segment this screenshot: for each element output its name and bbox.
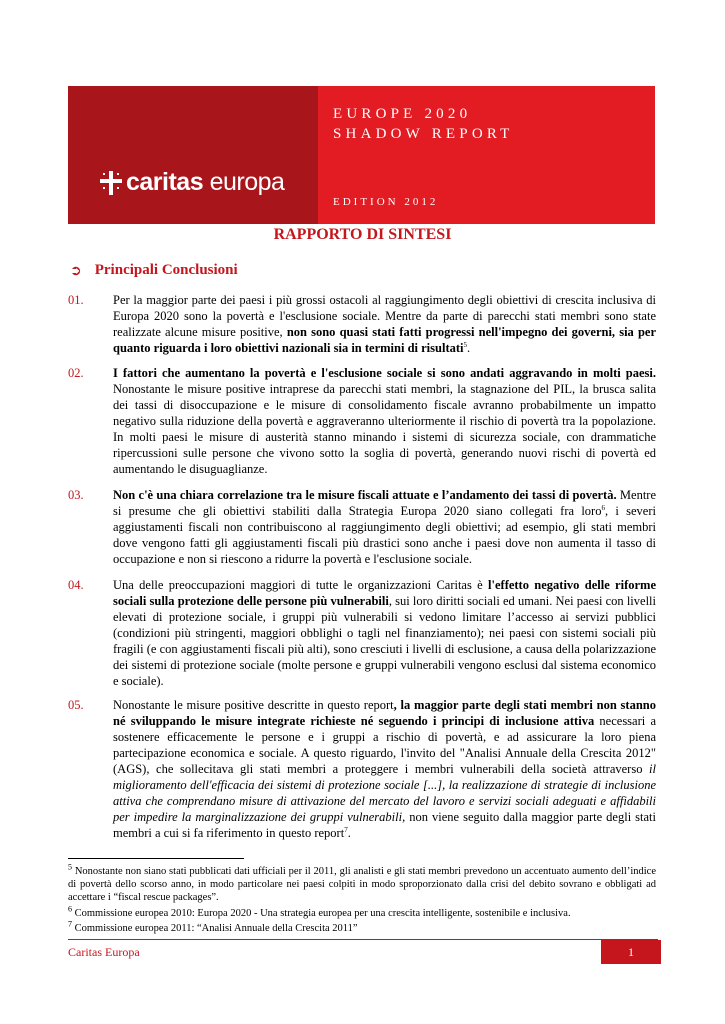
report-title-line2: SHADOW REPORT [333,126,514,142]
text-run: . [347,826,351,840]
footnote-text: Commissione europea 2010: Europa 2020 - Una strategia europea per una crescita intelligente, sostenibile e inclusiva. [72,908,571,919]
report-title-line1: EUROPE 2020 [333,106,472,122]
section-heading [70,262,238,279]
text-run: Non c'è una chiara correlazione tra le misure fiscali attuate e l’andamento dei tassi di povertà. [113,488,617,502]
paragraph-02 [68,365,656,477]
edition-label: EDITION 2012 [333,196,439,208]
paragraph-text [113,697,656,841]
footnote-mark: 6 [68,904,72,914]
text-run: , la maggior parte degli stati membri non stanno né sviluppando le misure integrate richieste né seguendo i principi di inclusione attiva [113,698,656,728]
arrow-bullet-icon: ➲ [70,262,82,279]
footnote-mark: 7 [68,919,72,929]
paragraph-number: 05. [68,698,84,712]
caritas-cross-icon [100,171,122,195]
paragraph-number: 01. [68,293,84,307]
text-run: non viene seguito dalla maggior parte degli stati membri a cui si fa riferimento in questo report [113,810,657,840]
footnote-reference: 5 [463,340,467,349]
footnote-text: Nonostante non siano stati pubblicati dati ufficiali per il 2011, gli analisti e gli stati membri prevedono un accentuato aumento dell’indice di povertà dello scorso anno, in modo particolare nei paesi colpiti in modo sproporzionato dalla crisi del debito sovrano e obbligati ad accettare i “fiscal rescue packages”. [68,866,656,903]
footnote-reference: 7 [344,825,348,834]
banner-logo-panel [68,86,318,224]
text-run: Una delle preoccupazioni maggiori di tutte le organizzazioni Caritas è [113,578,489,592]
paragraph-number: 02. [68,366,84,380]
paragraph-text [113,292,656,356]
paragraph-05 [68,697,656,841]
footer-organization: Caritas Europa [68,945,140,959]
footnote-separator [68,858,244,859]
paragraph-text [113,487,656,567]
page-number: 1 [628,944,634,959]
caritas-logo [100,168,284,197]
footnote-6 [68,904,656,920]
text-run: il miglioramento dell'efficacia dei sistemi di protezione sociale [...], la realizzazione di strategie di inclusione attiva che comprendano misure di attivazione del mercato del lavoro e servizi sociali adeguati e affidabili per impedire la marginalizzazione dei gruppi vulnerabili, [113,762,656,824]
text-run: I fattori che aumentano la povertà e l'esclusione sociale si sono andati aggravando in molti paesi. [113,366,656,380]
text-run: l'effetto negativo delle riforme sociali sulla protezione delle persone più vulnerabili [113,578,656,608]
text-run: non sono quasi stati fatti progressi nell'impegno dei governi, sia per quanto riguarda i loro obiettivi nazionali sia in termini di risultati [113,325,656,355]
logo-wordmark: caritas europa [126,168,285,196]
text-run: Nonostante le misure positive descritte in questo report [113,698,394,712]
page-number-badge [601,940,661,964]
section-heading-text: Principali Conclusioni [94,262,238,278]
footnote-mark: 5 [68,862,72,872]
text-run: , i severi aggiustamenti fiscali non contribuiscono al raggiungimento degli obiettivi; ad esempio, gli stati membri dove vengono fatti gli aggiustamenti fiscali più drastici sono anche i paesi dove non aumenta il tasso di occupazione e non si riescono a ridurre la povertà e l'esclusione sociale. [113,504,656,566]
paragraph-03 [68,487,656,567]
footnote-reference: 6 [601,503,605,512]
paragraph-number: 03. [68,488,84,502]
paragraph-text [113,365,656,477]
text-run: Nonostante le misure positive intraprese da parecchi stati membri, la stagnazione del PIL, la brusca salita dei tassi di disoccupazione e le misure di consolidamento fiscale avranno probabilmente un impatto negativo sulla riduzione della povertà e aggraveranno ulteriormente il rischio di povertà tra la popolazione. In molti paesi le misure di austerità stanno minando i sistemi di sicurezza sociale, con drammatiche ripercussioni sulle persone che vivono sotto la soglia di povertà, generando nuovi rischi di povertà ed aumentando le disuguaglianze. [113,382,656,476]
paragraph-01 [68,292,656,356]
report-title [333,104,514,144]
text-run: necessari a sostenere efficacemente le persone e i gruppi a rischio di povertà, e ad assicurare la loro piena partecipazione economica e sociale. A questo riguardo, l'invito del "Analisi Annuale della Crescita 2012" (AGS), che sollecitava gli stati membri a proteggere i membri vulnerabili della società attraverso [113,714,657,776]
document-title: RAPPORTO DI SINTESI [273,226,452,243]
cover-banner [68,86,655,224]
paragraph-number: 04. [68,578,84,592]
text-run: Mentre si presume che gli obiettivi stabiliti dalla Strategia Europa 2020 siano collegati fra loro [113,488,656,518]
paragraph-text [113,577,656,689]
footer-rule [68,939,658,940]
paragraph-04 [68,577,656,689]
footnote-text: Commissione europea 2011: “Analisi Annuale della Crescita 2011” [72,923,358,934]
text-run: Per la maggior parte dei paesi i più grossi ostacoli al raggiungimento degli obiettivi di crescita inclusiva di Europa 2020 sono la povertà e l'esclusione sociale. Mentre da parte di parecchi stati membri sono state realizzate alcune misure positive, [113,293,656,339]
text-run: , sui loro diritti sociali ed umani. Nei paesi con livelli elevati di protezione sociale, i gruppi più vulnerabili si vedono limitare l’accesso ai servizi pubblici (condizioni più stringenti, maggiori obblighi o tagli nel finanziamento); nei paesi con sistemi sociali più fragili (e con aggiustamenti fiscali più alti), sono cresciuti i livelli di esclusione, a causa della polarizzazione dei sistemi di protezione sociale (molte persone e gruppi vulnerabili vengono esclusi dal sistema economico e sociale). [113,594,656,688]
text-run: . [467,341,471,355]
footnote-5 [68,862,656,904]
footnote-7 [68,919,656,935]
